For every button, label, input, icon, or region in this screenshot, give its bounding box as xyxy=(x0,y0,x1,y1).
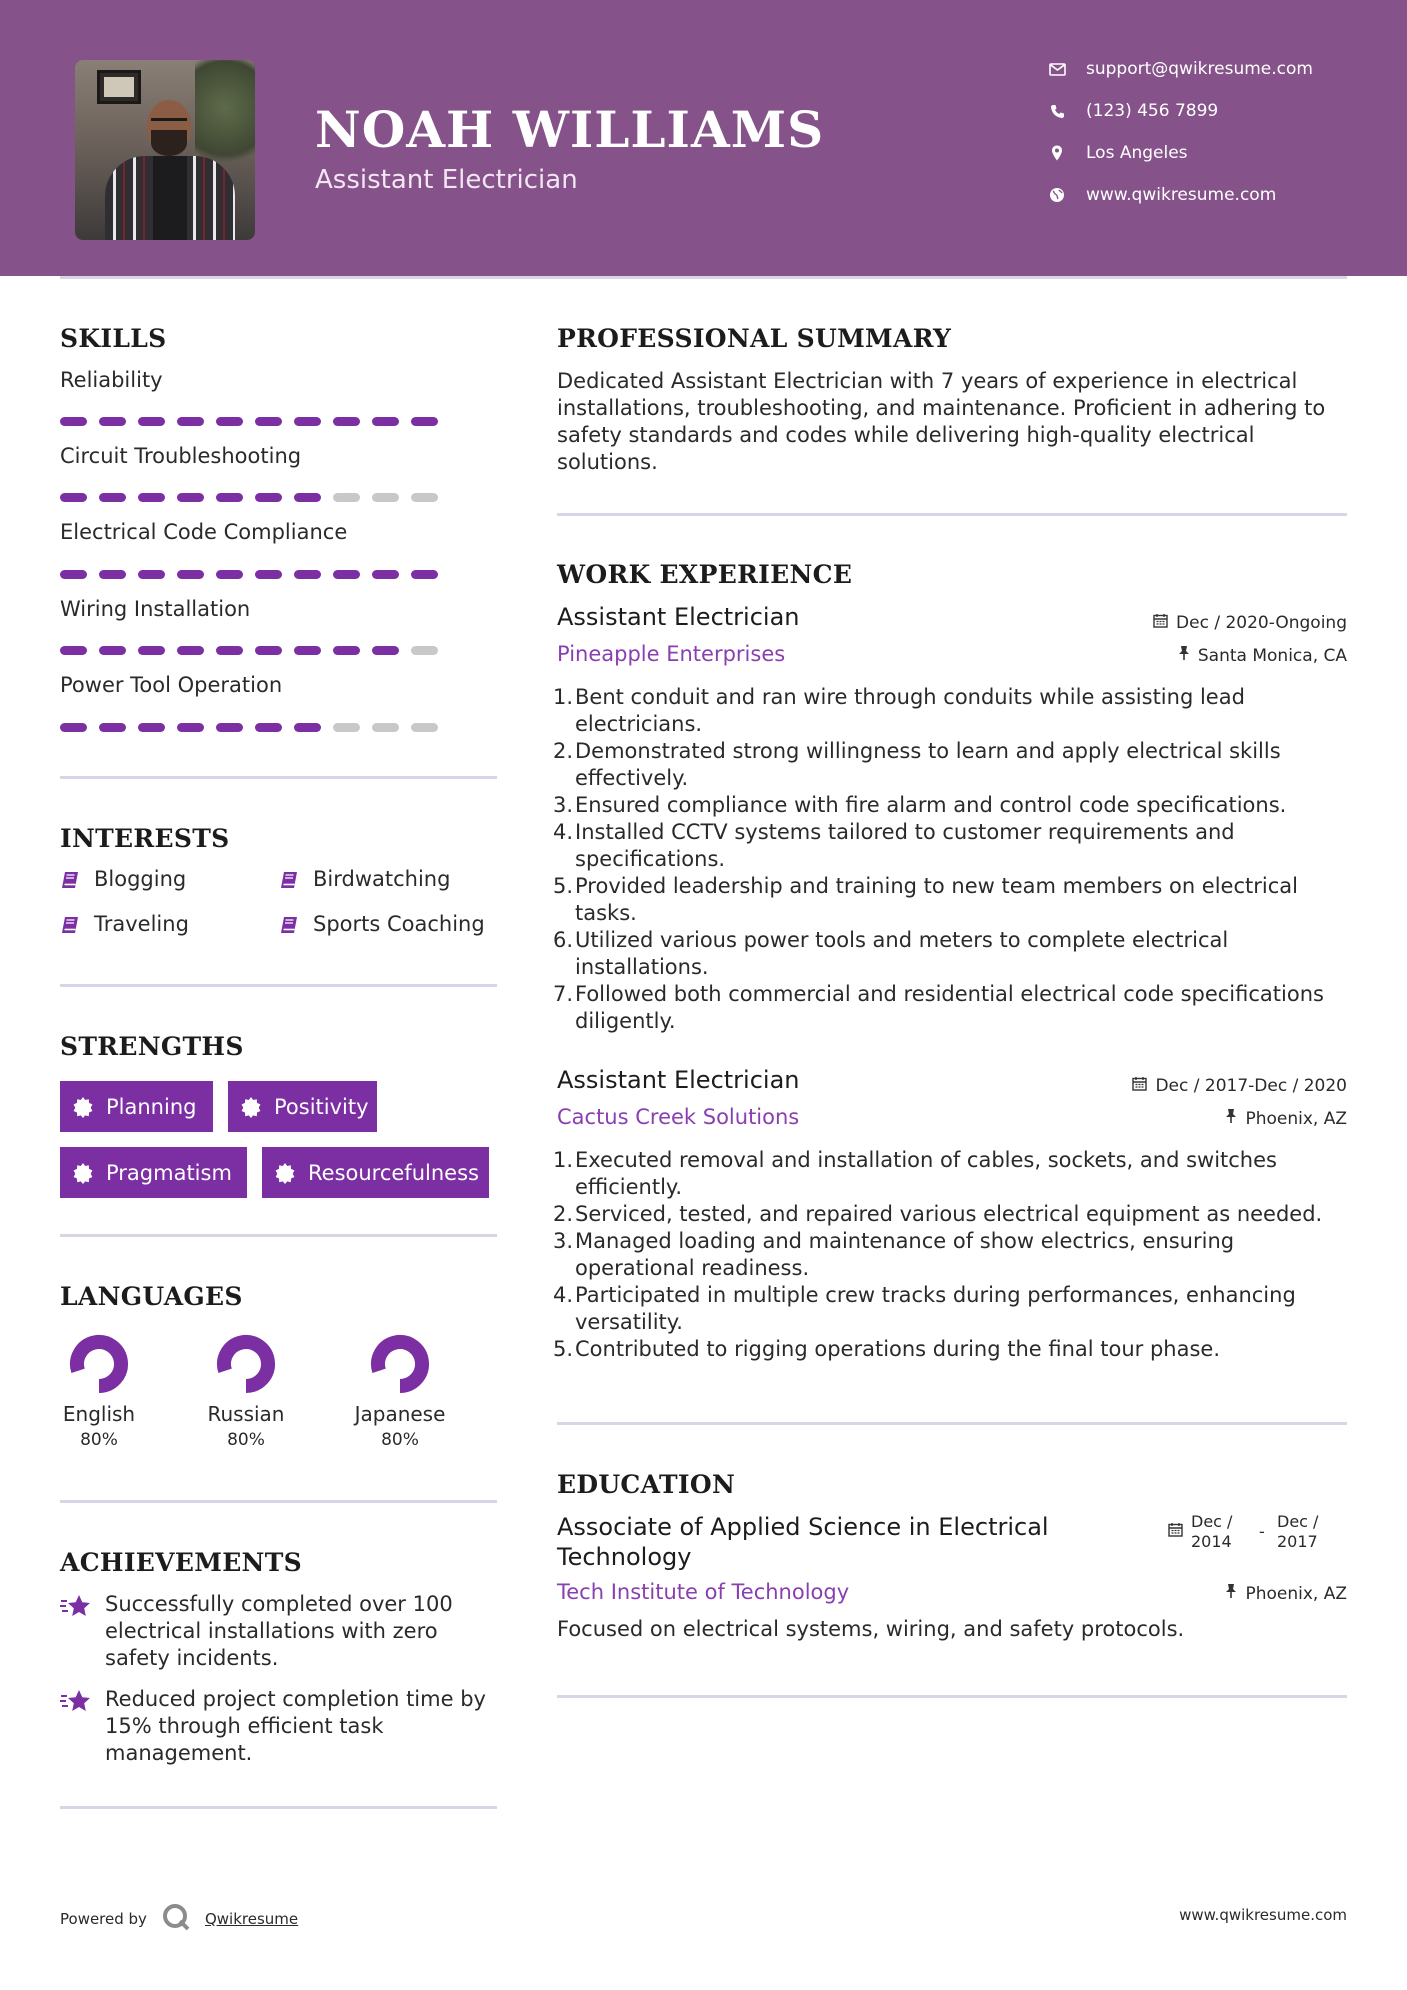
skill-dot xyxy=(138,723,165,732)
skill-dot xyxy=(333,646,360,655)
skill-dot xyxy=(255,417,282,426)
skill-dot xyxy=(411,723,438,732)
skill-dot xyxy=(255,646,282,655)
job-title: Assistant Electrician xyxy=(557,1066,800,1094)
job-location: Phoenix, AZ xyxy=(1225,1108,1347,1129)
location-pin-icon xyxy=(1048,144,1066,162)
school-name: Tech Institute of Technology xyxy=(557,1580,850,1604)
skill-label: Electrical Code Compliance xyxy=(60,520,348,544)
language-progress-arc xyxy=(224,1342,268,1386)
skill-label: Reliability xyxy=(60,368,163,392)
list-item: 5. Contributed to rigging operations during the final tour phase. xyxy=(553,1337,1221,1361)
badge-icon xyxy=(72,1162,94,1184)
skill-dot xyxy=(294,723,321,732)
job-bullets xyxy=(553,684,1347,1035)
skill-dot xyxy=(333,723,360,732)
section-divider xyxy=(60,1500,497,1503)
skill-dot xyxy=(99,646,126,655)
header-divider xyxy=(60,276,1347,279)
list-item: 2. Serviced, tested, and repaired various electrical equipment as needed. xyxy=(553,1202,1323,1226)
calendar-icon xyxy=(1153,613,1168,633)
language-ring xyxy=(67,1332,131,1396)
skill-dot xyxy=(333,570,360,579)
skills-heading: SKILLS xyxy=(60,324,167,353)
languages-heading: LANGUAGES xyxy=(60,1282,243,1311)
skill-dot xyxy=(294,570,321,579)
education-description: Focused on electrical systems, wiring, and safety protocols. xyxy=(557,1617,1185,1641)
pushpin-icon xyxy=(1225,1108,1237,1129)
skill-rating xyxy=(60,493,438,502)
achievements-heading: ACHIEVEMENTS xyxy=(60,1548,302,1577)
job-title: Assistant Electrician xyxy=(557,603,800,631)
skill-rating xyxy=(60,570,438,579)
pushpin-icon xyxy=(1225,1583,1237,1604)
pushpin-icon xyxy=(1178,645,1190,666)
skill-dot xyxy=(99,570,126,579)
company-name: Cactus Creek Solutions xyxy=(557,1105,800,1129)
phone-icon xyxy=(1048,102,1066,120)
skill-dot xyxy=(372,570,399,579)
star-icon xyxy=(60,1593,92,1621)
job-dates: Dec / 2020-Ongoing xyxy=(1153,613,1347,633)
list-item: 1. Bent conduit and ran wire through conduits while assisting lead electricians. xyxy=(553,685,1245,736)
section-divider xyxy=(557,513,1347,516)
list-item: 4. Installed CCTV systems tailored to customer requirements and specifications. xyxy=(553,820,1235,871)
strength-chip: Planning xyxy=(60,1081,213,1132)
skill-dot xyxy=(216,493,243,502)
language-item: Japanese 80% xyxy=(340,1332,460,1450)
candidate-title: Assistant Electrician xyxy=(315,165,578,195)
language-ring xyxy=(368,1332,432,1396)
interests-heading: INTERESTS xyxy=(60,824,230,853)
calendar-icon xyxy=(1168,1522,1183,1542)
skill-dot xyxy=(216,646,243,655)
section-divider xyxy=(557,1695,1347,1698)
skill-label: Power Tool Operation xyxy=(60,673,283,697)
skill-dot xyxy=(177,723,204,732)
skill-dot xyxy=(411,646,438,655)
strengths-heading: STRENGTHS xyxy=(60,1032,244,1061)
strength-chip: Pragmatism xyxy=(60,1147,247,1198)
skill-rating xyxy=(60,646,438,655)
globe-icon xyxy=(1048,186,1066,204)
section-divider xyxy=(60,984,497,987)
skill-dot xyxy=(372,417,399,426)
skill-dot xyxy=(177,417,204,426)
list-item: 1. Executed removal and installation of cables, sockets, and switches efficiently. xyxy=(553,1148,1277,1199)
skill-dot xyxy=(216,417,243,426)
book-icon xyxy=(279,915,299,935)
skill-dot xyxy=(99,417,126,426)
list-item: 6. Utilized various power tools and meters to complete electrical installations. xyxy=(553,928,1229,979)
skill-dot xyxy=(138,570,165,579)
skill-dot xyxy=(411,570,438,579)
qwikresume-logo-icon xyxy=(161,1902,191,1936)
education-location: Phoenix, AZ xyxy=(1225,1583,1347,1604)
skill-dot xyxy=(177,493,204,502)
list-item: 7. Followed both commercial and residential electrical code specifications diligently. xyxy=(553,982,1324,1033)
skill-dot xyxy=(60,417,87,426)
book-icon xyxy=(279,870,299,890)
skill-dot xyxy=(372,493,399,502)
skill-dot xyxy=(294,417,321,426)
summary-heading: PROFESSIONAL SUMMARY xyxy=(557,324,952,353)
skill-dot xyxy=(294,493,321,502)
experience-heading: WORK EXPERIENCE xyxy=(557,560,853,589)
language-item: Russian 80% xyxy=(186,1332,306,1450)
skill-dot xyxy=(411,417,438,426)
skill-dot xyxy=(60,570,87,579)
skill-dot xyxy=(60,646,87,655)
skill-dot xyxy=(333,493,360,502)
skill-dot xyxy=(216,723,243,732)
skill-dot xyxy=(99,723,126,732)
skill-dot xyxy=(255,570,282,579)
skill-dot xyxy=(294,646,321,655)
skill-dot xyxy=(177,646,204,655)
skill-dot xyxy=(60,493,87,502)
section-divider xyxy=(60,1234,497,1237)
skill-dot xyxy=(255,723,282,732)
skill-dot xyxy=(216,570,243,579)
skill-dot xyxy=(138,417,165,426)
footer-website[interactable]: www.qwikresume.com xyxy=(1179,1906,1347,1924)
brand-link[interactable]: Qwikresume xyxy=(204,1910,299,1928)
list-item: 3. Managed loading and maintenance of show electrics, ensuring operational readiness. xyxy=(553,1229,1235,1280)
badge-icon xyxy=(240,1096,262,1118)
education-heading: EDUCATION xyxy=(557,1470,736,1499)
list-item: 4. Participated in multiple crew tracks during performances, enhancing versatility. xyxy=(553,1283,1296,1334)
skill-dot xyxy=(138,493,165,502)
badge-icon xyxy=(274,1162,296,1184)
candidate-name: NOAH WILLIAMS xyxy=(315,100,825,159)
list-item: 2. Demonstrated strong willingness to learn and apply electrical skills effectively. xyxy=(553,739,1281,790)
book-icon xyxy=(60,915,80,935)
section-divider xyxy=(60,776,497,779)
skill-dot xyxy=(411,493,438,502)
book-icon xyxy=(60,870,80,890)
mail-icon xyxy=(1048,60,1066,78)
degree-title: Associate of Applied Science in Electrical Technology xyxy=(557,1513,1049,1571)
skill-dot xyxy=(333,417,360,426)
star-icon xyxy=(60,1688,92,1716)
resume-header: NOAH WILLIAMS Assistant Electrician support@qwikresume.com (123) 456 7899 Los Angeles www.qwikresume.com xyxy=(0,0,1407,276)
skill-rating xyxy=(60,417,438,426)
list-item: 5. Provided leadership and training to new team members on electrical tasks. xyxy=(553,874,1298,925)
skill-dot xyxy=(99,493,126,502)
job-bullets xyxy=(553,1147,1347,1363)
footer-powered-by: Powered by Qwikresume xyxy=(60,1902,298,1936)
education-dates: Dec / 2014 - Dec / 2017 xyxy=(1168,1512,1337,1552)
section-divider xyxy=(60,1806,497,1809)
skill-dot xyxy=(138,646,165,655)
summary-text: Dedicated Assistant Electrician with 7 years of experience in electrical installations, troubleshooting, and maintenance. Proficient in adhering to safety standards and codes while delivering high-quality electrical solutions. xyxy=(557,369,1326,474)
section-divider xyxy=(557,1422,1347,1425)
strength-chip: Positivity xyxy=(228,1081,377,1132)
language-ring xyxy=(214,1332,278,1396)
language-progress-arc xyxy=(378,1342,422,1386)
job-location: Santa Monica, CA xyxy=(1178,645,1347,666)
language-item: English 80% xyxy=(39,1332,159,1450)
strength-chip: Resourcefulness xyxy=(262,1147,489,1198)
skill-dot xyxy=(255,493,282,502)
skill-dot xyxy=(372,646,399,655)
profile-photo xyxy=(75,60,255,240)
calendar-icon xyxy=(1132,1076,1147,1096)
badge-icon xyxy=(72,1096,94,1118)
skill-dot xyxy=(177,570,204,579)
language-progress-arc xyxy=(77,1342,121,1386)
list-item: 3. Ensured compliance with fire alarm and control code specifications. xyxy=(553,793,1287,817)
skill-label: Circuit Troubleshooting xyxy=(60,444,302,468)
skill-dot xyxy=(372,723,399,732)
company-name: Pineapple Enterprises xyxy=(557,642,786,666)
skill-rating xyxy=(60,723,438,732)
skill-dot xyxy=(60,723,87,732)
job-dates: Dec / 2017-Dec / 2020 xyxy=(1132,1076,1347,1096)
skill-label: Wiring Installation xyxy=(60,597,251,621)
